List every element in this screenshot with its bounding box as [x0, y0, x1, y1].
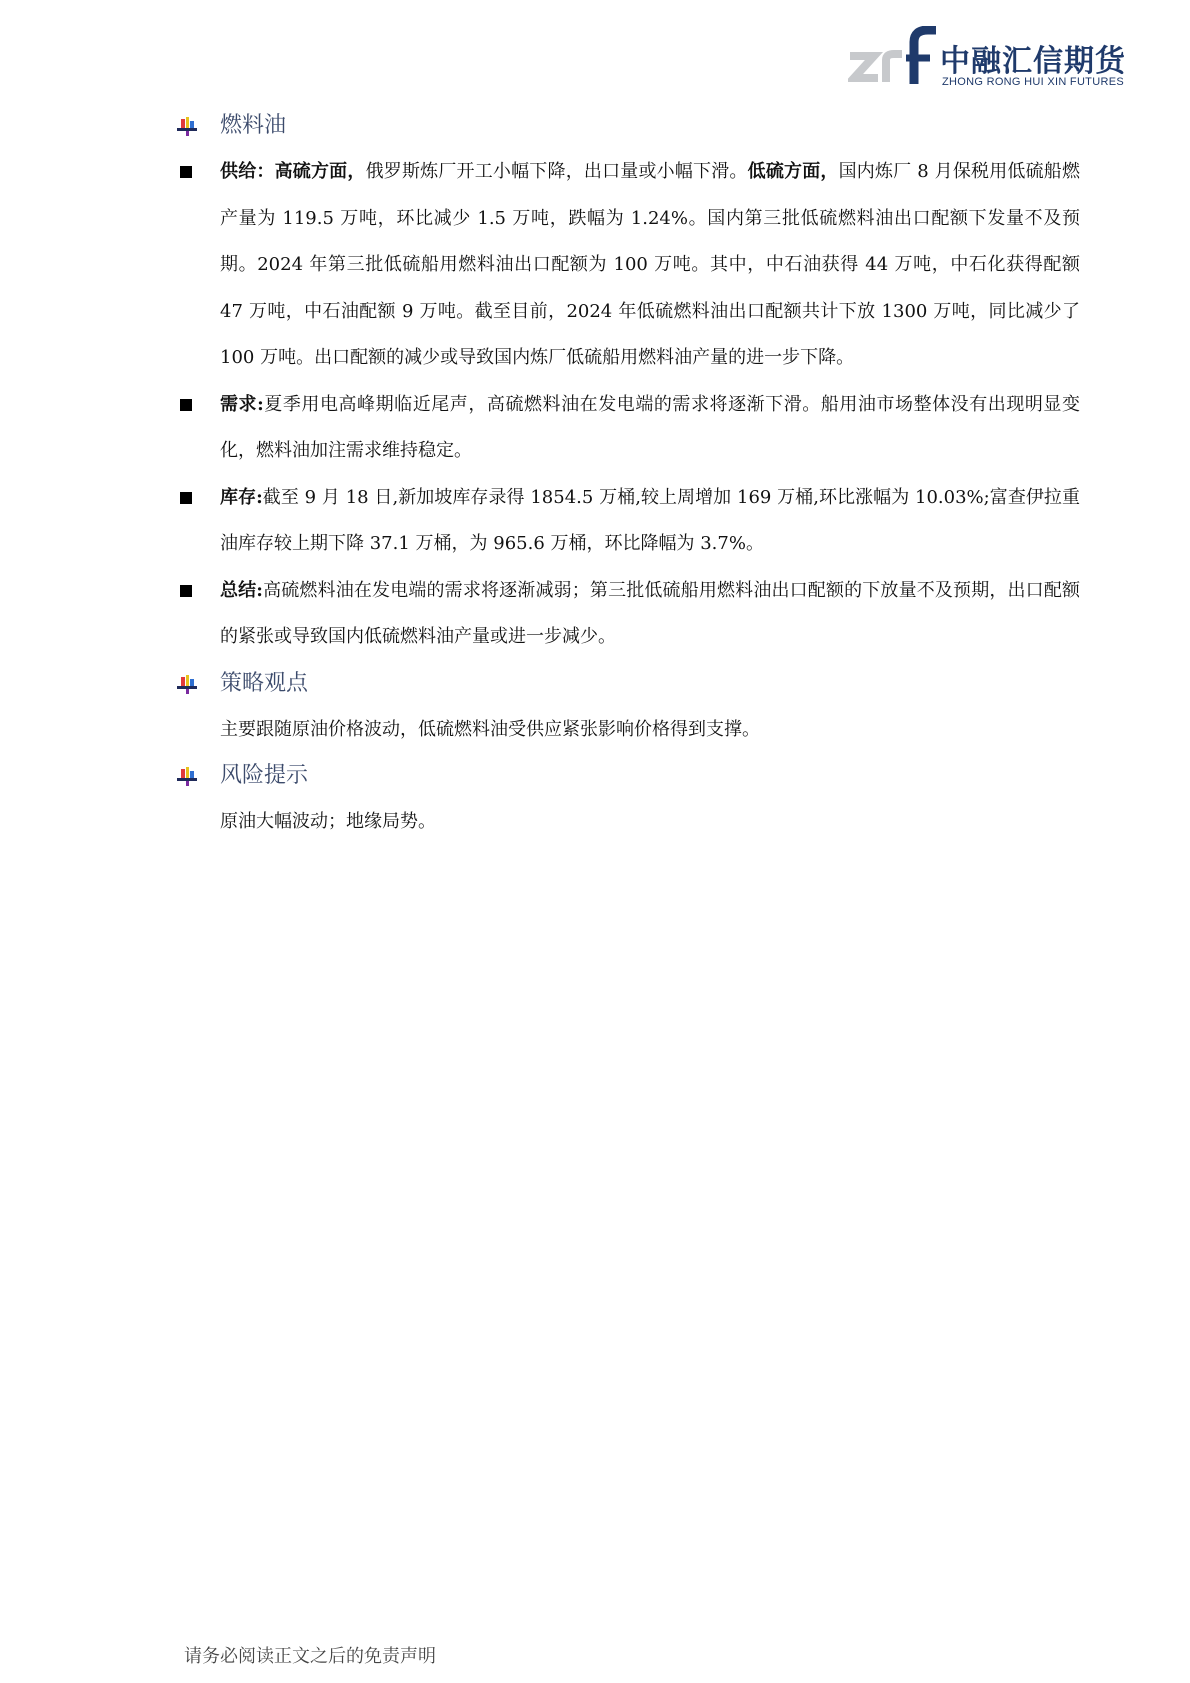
section-title: 燃料油	[220, 113, 287, 138]
section-title: 策略观点	[220, 670, 309, 696]
item-text: 高硫燃料油在发电端的需求将逐渐减弱；第三批低硫船用燃料油出口配额的下放量不及预期，出口配额的紧张或导致国内低硫燃料油产量或进一步减少。	[220, 579, 1080, 647]
item-label: 供给：	[220, 161, 275, 182]
list-item-inventory	[176, 475, 1080, 568]
square-bullet-icon	[180, 166, 192, 178]
section-marker-icon	[176, 115, 198, 137]
item-subhead: 高硫方面，	[274, 161, 366, 182]
report-content	[176, 103, 1080, 846]
item-text: 俄罗斯炼厂开工小幅下降，出口量或小幅下滑。	[365, 161, 748, 182]
list-item-supply	[176, 149, 1080, 382]
strategy-text: 主要跟随原油价格波动，低硫燃料油受供应紧张影响价格得到支撑。	[220, 718, 760, 740]
item-label: 总结:	[220, 579, 263, 601]
item-text: 夏季用电高峰期临近尾声，高硫燃料油在发电端的需求将逐渐下滑。船用油市场整体没有出现明显变化，燃料油加注需求维持稳定。	[220, 393, 1080, 461]
section-heading-strategy	[176, 661, 1080, 707]
section-marker-icon	[176, 673, 198, 695]
section-title: 风险提示	[220, 763, 309, 788]
item-text: 截至 9 月 18 日,新加坡库存录得 1854.5 万桶,较上周增加 169 万桶,环比涨幅为 10.03%;富查伊拉重油库存较上期下降 37.1 万桶，为 965.6 万桶，环比降幅为 3.7%。	[220, 486, 1080, 554]
item-label: 需求:	[220, 393, 264, 415]
square-bullet-icon	[180, 585, 192, 597]
square-bullet-icon	[180, 492, 192, 504]
item-subhead: 低硫方面，	[747, 161, 839, 182]
item-label: 库存:	[220, 486, 263, 508]
logo-english-name: ZHONG RONG HUI XIN FUTURES	[942, 76, 1124, 88]
section-heading-risk	[176, 753, 1080, 799]
zrf-logo-mark-icon	[848, 26, 938, 88]
section-marker-icon	[176, 765, 198, 787]
list-item-demand	[176, 382, 1080, 475]
logo-chinese-name: 中融汇信期货	[940, 44, 1126, 79]
list-item-summary	[176, 568, 1080, 661]
item-text: 国内炼厂 8 月保税用低硫船燃产量为 119.5 万吨，环比减少 1.5 万吨，跌幅为 1.24%。国内第三批低硫燃料油出口配额下发量不及预期。2024 年第三批低硫船用燃料油出口配额为 100 万吨。其中，中石油获得 44 万吨，中石化获得配额 47 万吨，中石油配额 9 万吨。截至目前，2024 年低硫燃料油出口配额共计下放 1300 万吨，同比减少了 100 万吨。出口配额的减少或导致国内炼厂低硫船用燃料油产量的进一步下降。	[220, 161, 1081, 368]
square-bullet-icon	[180, 399, 192, 411]
disclaimer-footer: 请务必阅读正文之后的免责声明	[184, 1646, 436, 1667]
risk-text: 原油大幅波动；地缘局势。	[220, 811, 436, 832]
section-heading-fuel-oil	[176, 103, 1080, 149]
company-logo	[848, 26, 1138, 96]
